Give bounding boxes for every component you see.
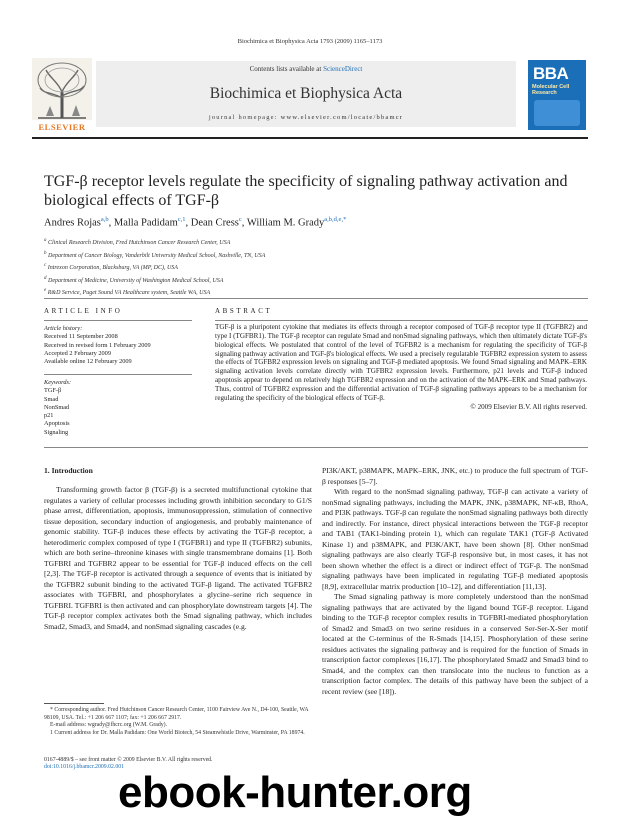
homepage-prefix: journal homepage: bbox=[208, 114, 281, 121]
journal-title: Biochimica et Biophysica Acta bbox=[209, 85, 403, 102]
abstract-label: ABSTRACT bbox=[215, 307, 273, 315]
history-item: Received in revised form 1 February 2009 bbox=[44, 341, 151, 349]
history-item: Available online 12 February 2009 bbox=[44, 358, 132, 366]
article-info-rule bbox=[44, 320, 192, 321]
keywords bbox=[44, 379, 192, 437]
author-name: Dean Cress bbox=[190, 217, 239, 229]
author-list: Andres Rojas$^{a,b}$, Malla Padidam$^{c,1}$, Dean Cress$^c$, William M. Grady$^{a,b,d,e,*}$ bbox=[44, 216, 347, 229]
keyword: Smad bbox=[44, 395, 59, 403]
contents-prefix: Contents lists available at bbox=[249, 65, 324, 73]
homepage-link[interactable]: www.elsevier.com/locate/bbamcr bbox=[280, 114, 404, 121]
footnote-rule bbox=[44, 703, 104, 704]
front-matter-line: 0167-4889/$ – see front matter © 2009 Elsevier B.V. All rights reserved. bbox=[44, 757, 213, 763]
body-paragraph: Transforming growth factor β (TGF-β) is a secreted multifunctional cytokine that regulates a variety of cellular processes including growth inhibition secondary to G1/S phase arrest, differentiation, apoptosis, immunosuppression, stimulation of connective tissue deposition, secondary induction of angiogenesis, and probably maintenance of genomic stability. TGF-β induces these effects by activating the TGF-β receptor, a heterodimeric complex composed of type I (TGFBR1) and type II (TGFBR2) subunits, which are both serine–threonine kinases with single transmembrane domains [1]. Both TGFBRI and TGFBR2 appear to be essential for TGF-β induced effects on the cell [2,3]. The TGF-β receptor is activated through a sequence of events that is initiated by the TGFBR2 subunit binding to the activated TGF-β ligand. The activated TGFBR2 associates with TGFBRI, and phosphorylates a glycine–serine rich sequence in TGFBRI. TGFBRI is then activated and can phosphorylate downstream targets [4]. The TGF-β receptor complex activates both the Smad signaling pathway, which includes Smad2, Smad3, and Smad4, and nonSmad signaling cascades (e.g. bbox=[44, 485, 312, 631]
affiliation-sup: d bbox=[44, 275, 47, 281]
footnotes bbox=[44, 707, 312, 737]
body-paragraph: The Smad signaling pathway is more completely understood than the nonSmad signaling pathways that are activated by the ligand bound TGF-β receptor. Ligand binding to the TGF-β receptor complex results in TGFBRI-mediated phosphorylation of Smad2 and Smad3 on two serine residues in a conserved Ser-Ser-X-Ser motif located at the C-terminus of the R-Smads [14,15]. Phosphorylation of these serine residues activates the signaling pathway and is required for the function of Smads in transcription factor complexes [16,17]. The phosphorylated Smad2 and Smad3 bind to Smad4, and the complex can then translocate into the nucleus to function as a transcription factor complex. The details of this pathway have been the subject of a recent review (see [18]). bbox=[322, 592, 588, 696]
affiliation-sup: b bbox=[44, 250, 47, 256]
affiliation bbox=[44, 274, 265, 287]
author-sup: c,1 bbox=[177, 216, 186, 223]
affiliation-text: Intrexon Corporation, Blacksburg, VA (MP, DC), USA bbox=[47, 265, 178, 271]
abstract-body bbox=[215, 323, 587, 411]
author-sup: c bbox=[238, 216, 242, 223]
sciencedirect-link[interactable]: ScienceDirect bbox=[323, 65, 363, 73]
body-paragraph: With regard to the nonSmad signaling pathway, TGF-β can activate a variety of nonSmad signaling pathways, including the MAPK, JNK, p38MAPK, NF-κB, RhoA, and PI3K pathways. TGF-β can regulate the nonSmad signaling pathways both directly and indirectly. For instance, direct physical interactions between the TGF-β receptor and TAB1 (TAK1-binding protein 1), which can regulate TAK1 (TGF-β Activated Kinase 1) and p38MAPK, and PI3K/AKT, have been shown [8]. Other nonSmad signaling pathways are also clearly TGF-β responsive but, in most cases, it has not been shown whether the effect is a direct or indirect effect of TGF-β. The nonSmad signaling pathways have been implicated in regulating TGF-β mediated apoptosis [8,9], extracellular matrix production [10–12], and differentiation [11,13]. bbox=[322, 487, 588, 591]
affiliation-sup: a bbox=[44, 238, 47, 243]
article-history bbox=[44, 325, 192, 366]
article-info-label: ARTICLE INFO bbox=[44, 307, 123, 315]
history-item: Accepted 2 February 2009 bbox=[44, 349, 111, 357]
keyword: Signaling bbox=[44, 428, 69, 436]
section-heading: 1. Introduction bbox=[44, 466, 93, 475]
affiliation-sup: e bbox=[44, 288, 47, 293]
elsevier-tree-logo bbox=[32, 58, 92, 130]
affiliation-text: R&D Service, Puget Sound VA Healthcare system, Seattle WA, USA bbox=[47, 290, 211, 296]
contents-line bbox=[96, 65, 516, 73]
doi-link[interactable]: doi:10.1016/j.bbamcr.2009.02.001 bbox=[44, 764, 125, 771]
article-title: TGF-β receptor levels regulate the specificity of signaling pathway activation and biological effects of TGF-β bbox=[44, 173, 568, 209]
author-sup: a,b,d,e,* bbox=[324, 216, 347, 223]
cover-artwork bbox=[534, 100, 580, 126]
cover-subtitle-line-2: Research bbox=[532, 90, 557, 96]
author-name: Andres Rojas bbox=[44, 217, 101, 229]
keyword: NonSmad bbox=[44, 403, 70, 411]
front-matter-rule bbox=[44, 298, 588, 299]
watermark: ebook-hunter.org bbox=[118, 768, 472, 817]
cover-subtitle-line-1: Molecular Cell bbox=[532, 84, 570, 90]
publisher-wordmark: ELSEVIER bbox=[38, 122, 86, 132]
body-column-left bbox=[44, 485, 312, 632]
running-head: Biochimica et Biophysica Acta 1793 (2009) 1165–1173 bbox=[237, 38, 383, 45]
journal-cover-thumbnail bbox=[528, 60, 586, 130]
keyword: Apoptosis bbox=[44, 420, 70, 428]
footnote: 1 Current address for Dr. Malla Padidam: One World Biotech, 54 Steamwhistle Drive, Warminster, PA 18974. bbox=[50, 729, 305, 736]
affiliation-text: Clinical Research Division, Fred Hutchinson Cancer Research Center, USA bbox=[48, 240, 231, 246]
history-item: Received 11 September 2008 bbox=[44, 333, 118, 341]
journal-homepage bbox=[96, 114, 516, 121]
author-sup: a,b bbox=[100, 216, 109, 223]
journal-banner bbox=[32, 58, 588, 134]
author-name: Malla Padidam bbox=[113, 217, 178, 229]
banner-rule bbox=[32, 137, 588, 139]
affiliation-sup: c bbox=[44, 263, 47, 268]
footnote: E-mail address: wgrady@fhcrc.org (W.M. Grady). bbox=[50, 722, 168, 729]
abstract-rule bbox=[215, 320, 588, 321]
keywords-label: Keywords: bbox=[44, 379, 72, 386]
abstract-copyright: © 2009 Elsevier B.V. All rights reserved. bbox=[470, 402, 587, 411]
cover-subtitle bbox=[532, 84, 569, 96]
cover-title: BBA bbox=[533, 64, 569, 83]
abstract-end-rule bbox=[44, 447, 588, 448]
affiliation-text: Department of Cancer Biology, Vanderbilt University Medical School, Nashville, TN, USA bbox=[48, 252, 266, 259]
history-label: Article history: bbox=[44, 325, 83, 332]
abstract-text: TGF-β is a pluripotent cytokine that mediates its effects through a receptor composed of TGF-β receptor type II (TGFBR2) and type I (TGFBR1). The TGF-β receptor can regulate Smad and nonSmad signaling pathways, which then ultimately dictate TGF-β's biological effects. We postulated that control of the level of TGFBR2 is a mechanism for regulating the specificity of TGF-β signaling pathway activation and TGF-β's biological effects. We used a precisely regulatable TGFBR2 expression system to assess the effects of TGFBR2 expression levels on signaling and TGF-β mediated apoptosis. We found Smad signaling and MAPK–ERK signaling activation levels correlate directly with TGFBR2 expression levels. Furthermore, p21 levels and TGF-β induced apoptosis appear to depend on relatively high TGFBR2 expression and on the activation of the MAPK–ERK and Smad pathways. Thus, control of TGFBR2 expression and the differential activation of TGF-β signaling pathways appears to be a mechanism for regulating the specificity of the biological effects of TGF-β. bbox=[215, 323, 587, 402]
affiliation-text: Department of Medicine, University of Washington Medical School, USA bbox=[48, 277, 224, 284]
affiliation bbox=[44, 286, 265, 299]
body-column-right bbox=[322, 466, 588, 697]
keywords-rule bbox=[44, 374, 192, 375]
keyword: TGF-β bbox=[44, 387, 62, 395]
journal-masthead bbox=[96, 61, 516, 127]
affiliation bbox=[44, 236, 265, 249]
body-paragraph: PI3K/AKT, p38MAPK, MAPK–ERK, JNK, etc.) to produce the full spectrum of TGF-β responses [5–7]. bbox=[322, 466, 588, 486]
author-name: William M. Grady bbox=[246, 217, 325, 229]
affiliations bbox=[44, 236, 265, 299]
affiliation bbox=[44, 249, 265, 262]
footnote: * Corresponding author. Fred Hutchinson Cancer Research Center, 1100 Fairview Ave N., D4-100, Seattle, WA 98109, USA. Tel.: +1 206 667 1107; fax: +1 206 667 2917. bbox=[44, 707, 309, 721]
affiliation bbox=[44, 261, 265, 274]
keyword: p21 bbox=[44, 412, 54, 420]
